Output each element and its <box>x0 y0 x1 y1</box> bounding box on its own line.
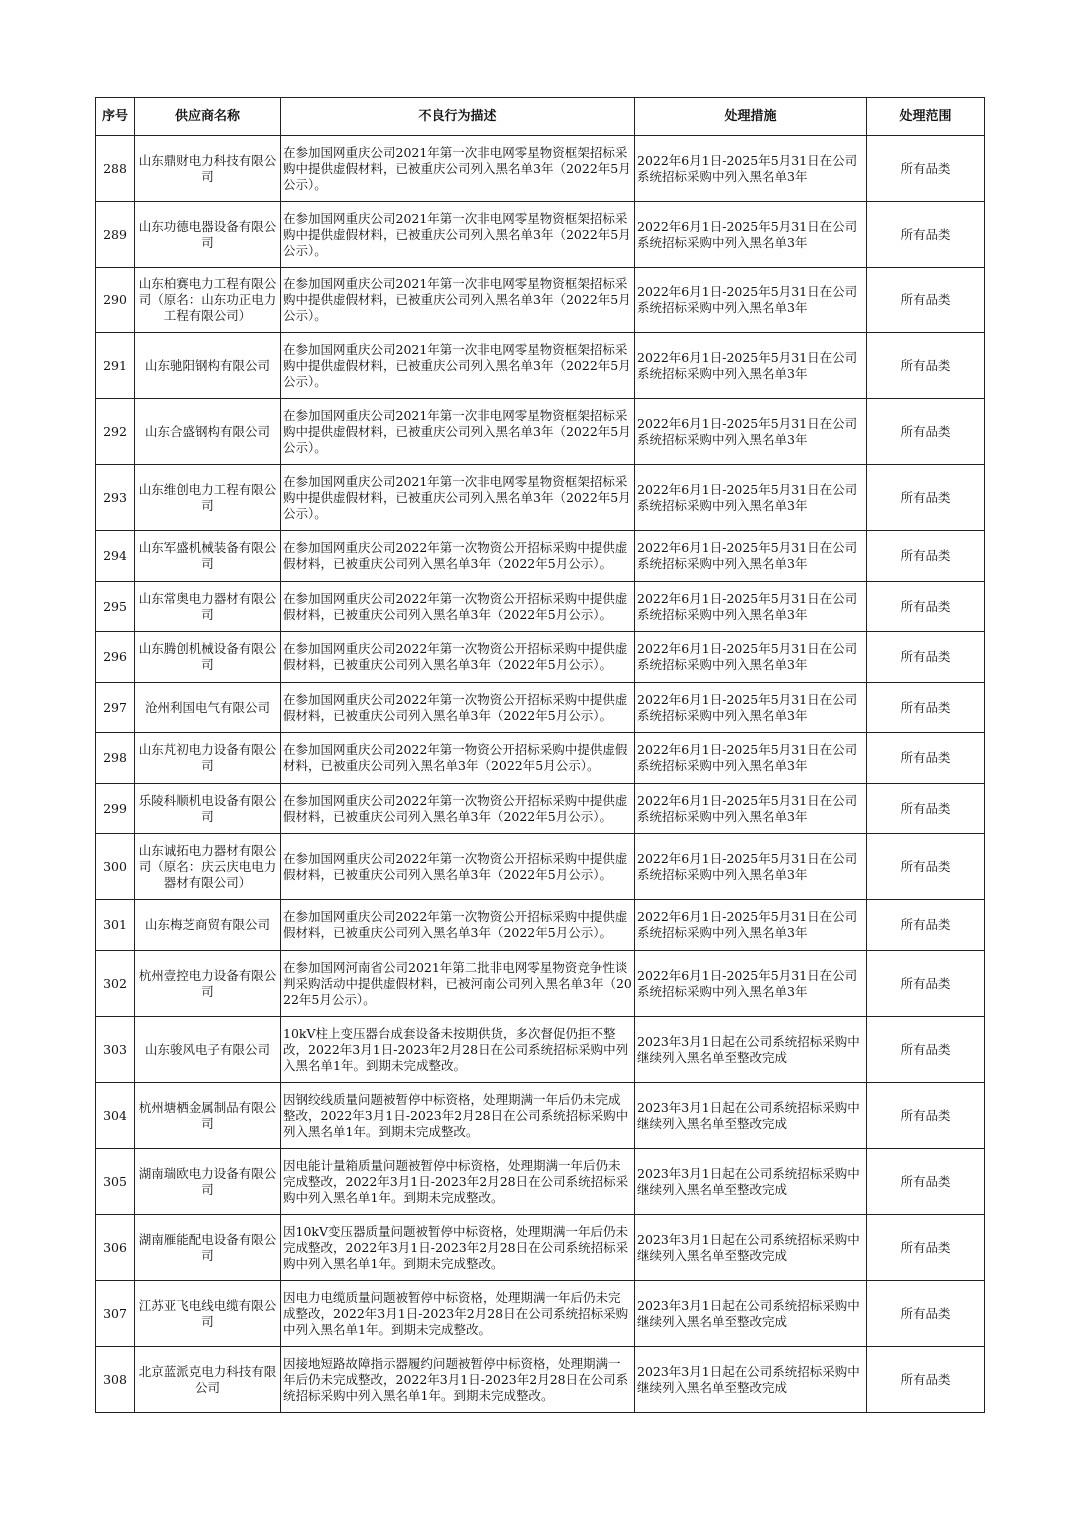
row-number: 303 <box>96 1017 135 1083</box>
supplier-name: 北京蓝派克电力科技有限公司 <box>135 1347 281 1413</box>
misconduct-description: 在参加国网重庆公司2022年第一次物资公开招标采购中提供虚假材料，已被重庆公司列入黑名单3年（2022年5月公示）。 <box>281 784 635 834</box>
row-number: 306 <box>96 1215 135 1281</box>
row-number: 293 <box>96 465 135 531</box>
table-row <box>96 582 985 632</box>
supplier-name: 山东骏风电子有限公司 <box>135 1017 281 1083</box>
supplier-name: 山东合盛钢构有限公司 <box>135 399 281 465</box>
penalty-scope: 所有品类 <box>867 1281 985 1347</box>
penalty-scope: 所有品类 <box>867 136 985 202</box>
penalty-scope: 所有品类 <box>867 333 985 399</box>
table-row <box>96 900 985 951</box>
misconduct-description: 在参加国网重庆公司2022年第一次物资公开招标采购中提供虚假材料，已被重庆公司列入黑名单3年（2022年5月公示）。 <box>281 834 635 900</box>
table-row <box>96 784 985 834</box>
supplier-name: 山东柏赛电力工程有限公司（原名：山东功正电力工程有限公司） <box>135 268 281 333</box>
misconduct-description: 因10kV变压器质量问题被暂停中标资格，处理期满一年后仍未完成整改，2022年3月1日-2023年2月28日在公司系统招标采购中列入黑名单1年。到期未完成整改。 <box>281 1215 635 1281</box>
table-row <box>96 1149 985 1215</box>
penalty-measure: 2022年6月1日-2025年5月31日在公司系统招标采购中列入黑名单3年 <box>635 202 867 268</box>
blacklist-table <box>95 97 985 1413</box>
misconduct-description: 在参加国网重庆公司2021年第一次非电网零星物资框架招标采购中提供虚假材料，已被重庆公司列入黑名单3年（2022年5月公示）。 <box>281 268 635 333</box>
row-number: 307 <box>96 1281 135 1347</box>
supplier-name: 杭州塘栖金属制品有限公司 <box>135 1083 281 1149</box>
penalty-measure: 2022年6月1日-2025年5月31日在公司系统招标采购中列入黑名单3年 <box>635 951 867 1017</box>
supplier-name: 杭州壹控电力设备有限公司 <box>135 951 281 1017</box>
misconduct-description: 在参加国网重庆公司2021年第一次非电网零星物资框架招标采购中提供虚假材料，已被重庆公司列入黑名单3年（2022年5月公示）。 <box>281 136 635 202</box>
penalty-measure: 2023年3月1日起在公司系统招标采购中继续列入黑名单至整改完成 <box>635 1281 867 1347</box>
row-number: 305 <box>96 1149 135 1215</box>
penalty-measure: 2022年6月1日-2025年5月31日在公司系统招标采购中列入黑名单3年 <box>635 632 867 683</box>
row-number: 295 <box>96 582 135 632</box>
supplier-name: 山东芃初电力设备有限公司 <box>135 733 281 784</box>
penalty-scope: 所有品类 <box>867 465 985 531</box>
table-row <box>96 1083 985 1149</box>
supplier-name: 山东鼎财电力科技有限公司 <box>135 136 281 202</box>
penalty-measure: 2022年6月1日-2025年5月31日在公司系统招标采购中列入黑名单3年 <box>635 136 867 202</box>
table-row <box>96 834 985 900</box>
misconduct-description: 在参加国网重庆公司2022年第一物资公开招标采购中提供虚假材料，已被重庆公司列入黑名单3年（2022年5月公示）。 <box>281 733 635 784</box>
penalty-scope: 所有品类 <box>867 834 985 900</box>
table-row <box>96 202 985 268</box>
header-description: 不良行为描述 <box>281 98 635 136</box>
penalty-measure: 2023年3月1日起在公司系统招标采购中继续列入黑名单至整改完成 <box>635 1149 867 1215</box>
misconduct-description: 因电能计量箱质量问题被暂停中标资格，处理期满一年后仍未完成整改，2022年3月1日-2023年2月28日在公司系统招标采购中列入黑名单1年。到期未完成整改。 <box>281 1149 635 1215</box>
penalty-scope: 所有品类 <box>867 399 985 465</box>
supplier-name: 山东功德电器设备有限公司 <box>135 202 281 268</box>
row-number: 292 <box>96 399 135 465</box>
penalty-measure: 2022年6月1日-2025年5月31日在公司系统招标采购中列入黑名单3年 <box>635 531 867 582</box>
penalty-measure: 2022年6月1日-2025年5月31日在公司系统招标采购中列入黑名单3年 <box>635 784 867 834</box>
table-row <box>96 136 985 202</box>
misconduct-description: 在参加国网重庆公司2022年第一次物资公开招标采购中提供虚假材料，已被重庆公司列入黑名单3年（2022年5月公示）。 <box>281 900 635 951</box>
penalty-measure: 2022年6月1日-2025年5月31日在公司系统招标采购中列入黑名单3年 <box>635 333 867 399</box>
supplier-name: 山东维创电力工程有限公司 <box>135 465 281 531</box>
row-number: 288 <box>96 136 135 202</box>
table-row <box>96 399 985 465</box>
table-row <box>96 683 985 733</box>
penalty-scope: 所有品类 <box>867 1017 985 1083</box>
penalty-measure: 2022年6月1日-2025年5月31日在公司系统招标采购中列入黑名单3年 <box>635 465 867 531</box>
misconduct-description: 在参加国网重庆公司2022年第一次物资公开招标采购中提供虚假材料，已被重庆公司列入黑名单3年（2022年5月公示）。 <box>281 531 635 582</box>
row-number: 299 <box>96 784 135 834</box>
penalty-measure: 2022年6月1日-2025年5月31日在公司系统招标采购中列入黑名单3年 <box>635 268 867 333</box>
supplier-name: 山东驰阳钢构有限公司 <box>135 333 281 399</box>
penalty-scope: 所有品类 <box>867 1149 985 1215</box>
penalty-scope: 所有品类 <box>867 900 985 951</box>
penalty-measure: 2022年6月1日-2025年5月31日在公司系统招标采购中列入黑名单3年 <box>635 683 867 733</box>
row-number: 289 <box>96 202 135 268</box>
table-row <box>96 733 985 784</box>
table-row <box>96 951 985 1017</box>
misconduct-description: 在参加国网重庆公司2021年第一次非电网零星物资框架招标采购中提供虚假材料，已被重庆公司列入黑名单3年（2022年5月公示）。 <box>281 465 635 531</box>
supplier-name: 山东常奥电力器材有限公司 <box>135 582 281 632</box>
table-row <box>96 1347 985 1413</box>
penalty-measure: 2022年6月1日-2025年5月31日在公司系统招标采购中列入黑名单3年 <box>635 582 867 632</box>
table-row <box>96 465 985 531</box>
row-number: 297 <box>96 683 135 733</box>
penalty-measure: 2022年6月1日-2025年5月31日在公司系统招标采购中列入黑名单3年 <box>635 900 867 951</box>
misconduct-description: 在参加国网重庆公司2021年第一次非电网零星物资框架招标采购中提供虚假材料，已被重庆公司列入黑名单3年（2022年5月公示）。 <box>281 333 635 399</box>
penalty-scope: 所有品类 <box>867 531 985 582</box>
supplier-name: 山东诚拓电力器材有限公司（原名：庆云庆电电力器材有限公司） <box>135 834 281 900</box>
penalty-measure: 2023年3月1日起在公司系统招标采购中继续列入黑名单至整改完成 <box>635 1017 867 1083</box>
supplier-name: 沧州利国电气有限公司 <box>135 683 281 733</box>
header-row <box>96 98 985 136</box>
row-number: 304 <box>96 1083 135 1149</box>
header-no: 序号 <box>96 98 135 136</box>
row-number: 294 <box>96 531 135 582</box>
table-row <box>96 268 985 333</box>
penalty-scope: 所有品类 <box>867 268 985 333</box>
penalty-scope: 所有品类 <box>867 1347 985 1413</box>
row-number: 302 <box>96 951 135 1017</box>
row-number: 298 <box>96 733 135 784</box>
row-number: 296 <box>96 632 135 683</box>
penalty-measure: 2022年6月1日-2025年5月31日在公司系统招标采购中列入黑名单3年 <box>635 399 867 465</box>
penalty-measure: 2023年3月1日起在公司系统招标采购中继续列入黑名单至整改完成 <box>635 1215 867 1281</box>
penalty-scope: 所有品类 <box>867 582 985 632</box>
header-measure: 处理措施 <box>635 98 867 136</box>
misconduct-description: 因钢绞线质量问题被暂停中标资格，处理期满一年后仍未完成整改，2022年3月1日-2023年2月28日在公司系统招标采购中列入黑名单1年。到期未完成整改。 <box>281 1083 635 1149</box>
penalty-scope: 所有品类 <box>867 202 985 268</box>
penalty-scope: 所有品类 <box>867 951 985 1017</box>
penalty-scope: 所有品类 <box>867 784 985 834</box>
misconduct-description: 在参加国网重庆公司2021年第一次非电网零星物资框架招标采购中提供虚假材料，已被重庆公司列入黑名单3年（2022年5月公示）。 <box>281 202 635 268</box>
misconduct-description: 在参加国网重庆公司2022年第一次物资公开招标采购中提供虚假材料，已被重庆公司列入黑名单3年（2022年5月公示）。 <box>281 683 635 733</box>
penalty-scope: 所有品类 <box>867 683 985 733</box>
penalty-measure: 2022年6月1日-2025年5月31日在公司系统招标采购中列入黑名单3年 <box>635 834 867 900</box>
table-row <box>96 1215 985 1281</box>
penalty-measure: 2023年3月1日起在公司系统招标采购中继续列入黑名单至整改完成 <box>635 1347 867 1413</box>
supplier-name: 湖南瑞欧电力设备有限公司 <box>135 1149 281 1215</box>
penalty-scope: 所有品类 <box>867 632 985 683</box>
penalty-scope: 所有品类 <box>867 1083 985 1149</box>
misconduct-description: 在参加国网河南省公司2021年第二批非电网零星物资竞争性谈判采购活动中提供虚假材料，已被河南公司列入黑名单3年（2022年5月公示）。 <box>281 951 635 1017</box>
misconduct-description: 在参加国网重庆公司2022年第一次物资公开招标采购中提供虚假材料，已被重庆公司列入黑名单3年（2022年5月公示）。 <box>281 632 635 683</box>
header-scope: 处理范围 <box>867 98 985 136</box>
misconduct-description: 因接地短路故障指示器履约问题被暂停中标资格，处理期满一年后仍未完成整改，2022年3月1日-2023年2月28日在公司系统招标采购中列入黑名单1年。到期未完成整改。 <box>281 1347 635 1413</box>
supplier-name: 山东军盛机械装备有限公司 <box>135 531 281 582</box>
misconduct-description: 在参加国网重庆公司2021年第一次非电网零星物资框架招标采购中提供虚假材料，已被重庆公司列入黑名单3年（2022年5月公示）。 <box>281 399 635 465</box>
penalty-scope: 所有品类 <box>867 733 985 784</box>
table-row <box>96 1017 985 1083</box>
supplier-name: 山东腾创机械设备有限公司 <box>135 632 281 683</box>
table-row <box>96 632 985 683</box>
row-number: 301 <box>96 900 135 951</box>
penalty-scope: 所有品类 <box>867 1215 985 1281</box>
table-row <box>96 333 985 399</box>
penalty-measure: 2023年3月1日起在公司系统招标采购中继续列入黑名单至整改完成 <box>635 1083 867 1149</box>
supplier-name: 江苏亚飞电线电缆有限公司 <box>135 1281 281 1347</box>
header-supplier-name: 供应商名称 <box>135 98 281 136</box>
supplier-name: 乐陵科顺机电设备有限公司 <box>135 784 281 834</box>
penalty-measure: 2022年6月1日-2025年5月31日在公司系统招标采购中列入黑名单3年 <box>635 733 867 784</box>
row-number: 300 <box>96 834 135 900</box>
table-row <box>96 1281 985 1347</box>
misconduct-description: 在参加国网重庆公司2022年第一次物资公开招标采购中提供虚假材料，已被重庆公司列入黑名单3年（2022年5月公示）。 <box>281 582 635 632</box>
row-number: 291 <box>96 333 135 399</box>
row-number: 290 <box>96 268 135 333</box>
table-row <box>96 531 985 582</box>
supplier-name: 湖南雁能配电设备有限公司 <box>135 1215 281 1281</box>
row-number: 308 <box>96 1347 135 1413</box>
supplier-name: 山东梅芝商贸有限公司 <box>135 900 281 951</box>
misconduct-description: 10kV柱上变压器台成套设备未按期供货，多次督促仍拒不整改，2022年3月1日-2023年2月28日在公司系统招标采购中列入黑名单1年。到期未完成整改。 <box>281 1017 635 1083</box>
misconduct-description: 因电力电缆质量问题被暂停中标资格，处理期满一年后仍未完成整改，2022年3月1日-2023年2月28日在公司系统招标采购中列入黑名单1年。到期未完成整改。 <box>281 1281 635 1347</box>
